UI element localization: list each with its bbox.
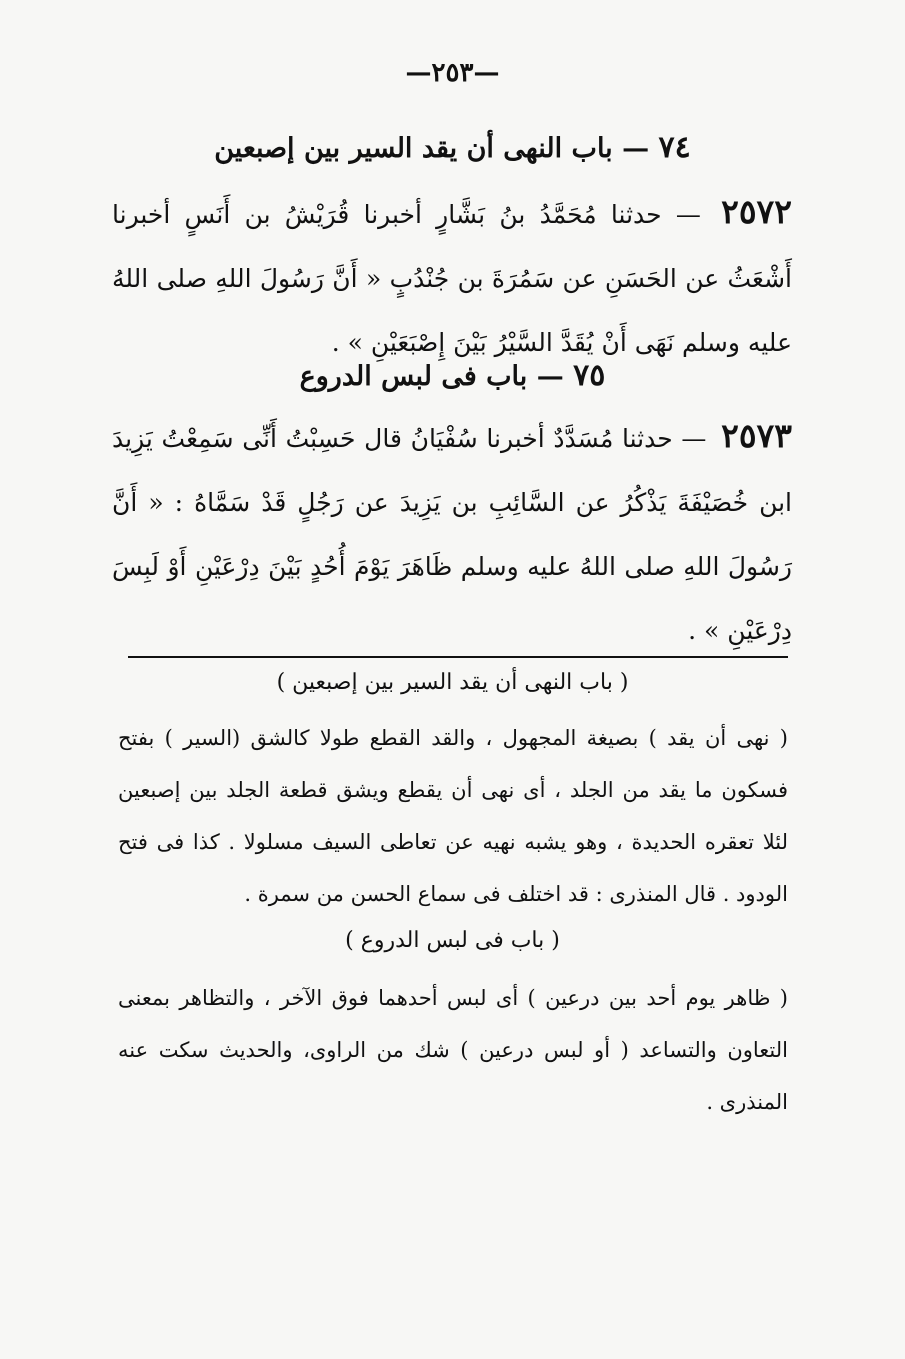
hadith-number: ٢٥٧٣	[721, 416, 792, 455]
hadith-2573	[112, 404, 792, 663]
chapter-title: باب فى لبس الدروع	[299, 361, 528, 392]
hadith-text: — حدثنا مُسَدَّدٌ أخبرنا سُفْيَانُ قال حَسِبْتُ أَنِّى سَمِعْتُ يَزِيدَ ابن خُصَيْفَةَ يَذْكُرُ عن السَّائِبِ بن يَزِيدَ عن رَجُلٍ قَدْ سَمَّاهُ : « أَنَّ رَسُولَ اللهِ صلى اللهُ عليه وسلم ظَاهَرَ يَوْمَ أُحُدٍ بَيْنَ دِرْعَيْنِ أَوْ لَبِسَ دِرْعَيْنِ » .	[112, 424, 792, 645]
commentary-heading-2: ( باب فى لبس الدروع )	[345, 928, 560, 953]
hadith-text: — حدثنا مُحَمَّدُ بنُ بَشَّارٍ أخبرنا قُرَيْشُ بن أَنَسٍ أخبرنا أَشْعَثُ عن الحَسَنِ عن سَمُرَةَ بن جُنْدُبٍ « أَنَّ رَسُولَ اللهِ صلى اللهُ عليه وسلم نَهَى أَنْ يُقَدَّ السَّيْرُ بَيْنَ إِصْبَعَيْنِ » .	[112, 200, 792, 357]
chapter-number: ٧٤	[658, 130, 691, 165]
chapter-dash: —	[622, 133, 650, 164]
hadith-number: ٢٥٧٢	[721, 192, 792, 231]
page-number: —٢٥٣—	[405, 58, 500, 88]
chapter-title: باب النهى أن يقد السير بين إصبعين	[214, 133, 613, 164]
chapter-dash: —	[536, 361, 564, 392]
hadith-2572	[112, 180, 792, 375]
chapter-heading-75	[0, 358, 905, 393]
chapter-heading-74	[0, 130, 905, 165]
commentary-heading-1: ( باب النهى أن يقد السير بين إصبعين )	[276, 670, 629, 695]
commentary-paragraph-1: ( نهى أن يقد ) بصيغة المجهول ، والقد القطع طولا كالشق (السير ) بفتح فسكون ما يقد من الجلد ، أى نهى أن يقطع ويشق قطعة الجلد بين إصبعين لئلا تعقره الحديدة ، وهو يشبه نهيه عن تعاطى السيف مسلولا . كذا فى فتح الودود . قال المنذرى : قد اختلف فى سماع الحسن من سمرة .	[118, 726, 788, 906]
footnote-divider	[128, 656, 788, 658]
commentary-paragraph-2: ( ظاهر يوم أحد بين درعين ) أى لبس أحدهما فوق الآخر ، والتظاهر بمعنى التعاون والتساعد ( أو لبس درعين ) شك من الراوى، والحديث سكت عنه المنذرى .	[118, 986, 788, 1114]
chapter-number: ٧٥	[573, 358, 606, 393]
